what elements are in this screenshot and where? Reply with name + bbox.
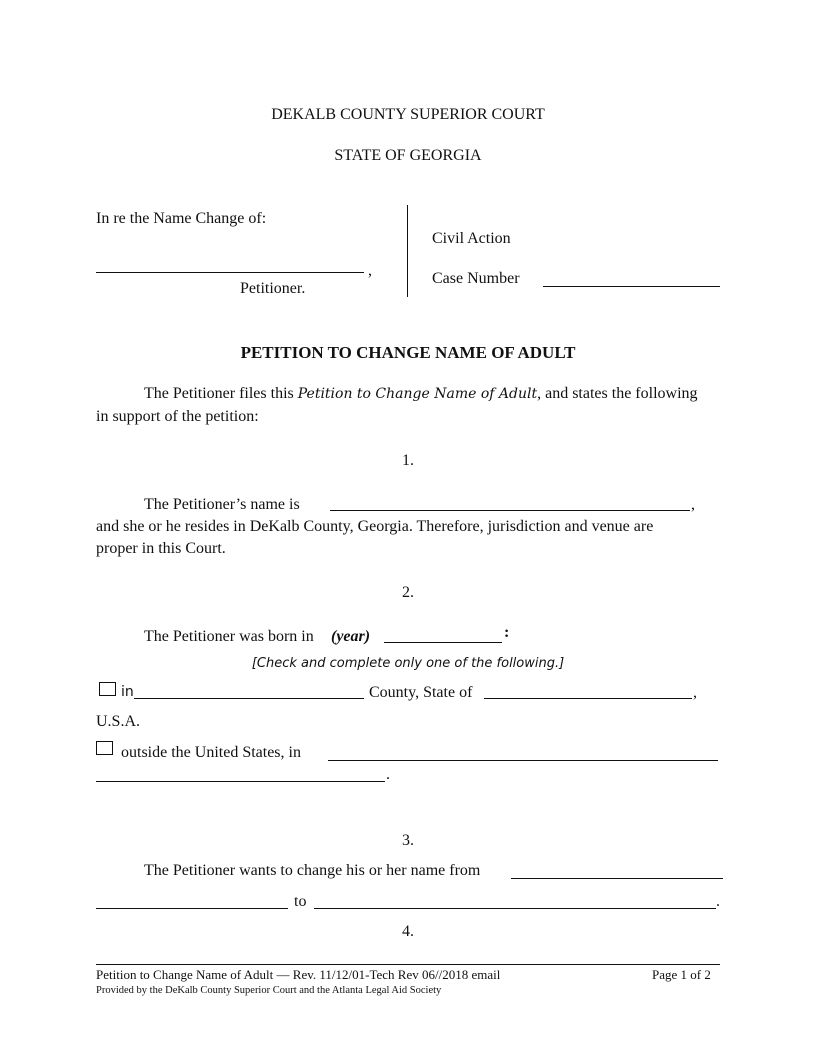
new-name-field[interactable] (314, 908, 716, 909)
caption-divider (407, 205, 408, 297)
footer-dash: — (276, 967, 290, 982)
jurisdiction-line: proper in this Court. (96, 540, 226, 557)
current-name-field[interactable] (511, 878, 723, 879)
page-number: Page 1 of 2 (652, 967, 711, 982)
civil-action-label: Civil Action (432, 230, 511, 247)
petitioner-name-field[interactable] (330, 510, 690, 511)
intro-prefix: The Petitioner files this (144, 385, 294, 402)
instruction-note: [Check and complete only one of the following.] (251, 656, 565, 671)
section-1-number: 1. (402, 452, 414, 469)
usa-label: U.S.A. (96, 713, 141, 730)
petitioner-name-prefix: The Petitioner’s name is (144, 496, 300, 513)
county-field[interactable] (134, 698, 364, 699)
footer-provided-by: Provided by the DeKalb County Superior Court and the Atlanta Legal Aid Society (96, 985, 442, 996)
foreign-location-field[interactable] (328, 760, 718, 761)
to-label: to (294, 893, 307, 910)
intro-line-1 (144, 385, 698, 403)
current-name-field-2[interactable] (96, 908, 288, 909)
section-3-number: 3. (402, 832, 414, 849)
change-from-label: The Petitioner wants to change his or her name from (144, 862, 481, 879)
birth-year-field[interactable] (384, 642, 502, 643)
name-comma: , (691, 496, 695, 513)
new-name-period: . (716, 893, 720, 910)
intro-doc-name: Petition to Change Name of Adult (297, 386, 538, 402)
footer-title (96, 967, 500, 983)
state-field[interactable] (484, 698, 692, 699)
foreign-period: . (386, 766, 390, 783)
court-name: DEKALB COUNTY SUPERIOR COURT (271, 106, 545, 123)
case-number-label: Case Number (432, 270, 520, 287)
document-title: PETITION TO CHANGE NAME OF ADULT (240, 343, 576, 362)
footer-doc-name: Petition to Change Name of Adult (96, 967, 274, 982)
section-4-number: 4. (402, 923, 414, 940)
residence-line: and she or he resides in DeKalb County, Georgia. Therefore, jurisdiction and venue are (96, 518, 654, 535)
born-outside-us-checkbox[interactable] (96, 741, 113, 755)
county-state-label: County, State of (369, 684, 473, 701)
state-name: STATE OF GEORGIA (334, 147, 482, 164)
petitioner-name-line[interactable] (96, 272, 364, 273)
in-re-label: In re the Name Change of: (96, 210, 267, 227)
year-colon: : (504, 624, 510, 641)
petitioner-label: Petitioner. (240, 280, 306, 297)
footer-rule (96, 964, 720, 965)
intro-line-2: in support of the petition: (96, 408, 259, 425)
case-number-line[interactable] (543, 286, 720, 287)
born-in-us-checkbox[interactable] (99, 682, 116, 696)
caption-comma: , (368, 262, 372, 279)
outside-us-label: outside the United States, in (121, 744, 301, 761)
section-2-number: 2. (402, 584, 414, 601)
foreign-location-field-2[interactable] (96, 781, 385, 782)
year-label: (year) (331, 628, 371, 645)
state-comma: , (693, 684, 697, 701)
intro-suffix: , and states the following (537, 385, 698, 402)
footer-revision: Rev. 11/12/01-Tech Rev 06//2018 email (292, 967, 501, 982)
in-label: in (121, 684, 134, 700)
born-prefix: The Petitioner was born in (144, 628, 314, 645)
